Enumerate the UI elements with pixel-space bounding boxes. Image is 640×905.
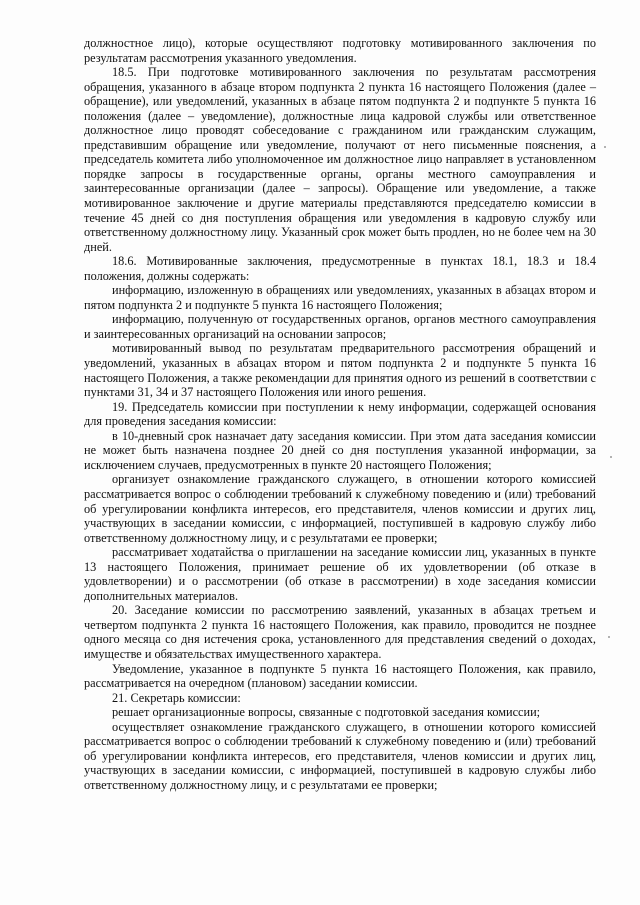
scan-speck — [608, 636, 610, 638]
paragraph-continuation: должностное лицо), которые осуществляют подготовку мотивированного заключения по результатам рассмотрения указанного уведомления. — [84, 36, 596, 65]
scan-speck — [604, 146, 606, 148]
paragraph-21-item-2: осуществляет ознакомление гражданского служащего, в отношении которого комиссией рассматривается вопрос о соблюдении требований к служебному поведению и (или) требований об урегулировании конфликта интересов, его представителя, членов комиссии и других лиц, участвующих в заседании комиссии, с информацией, поступившей в кадровую службы либо ответственному должностному лицу, и с результатами ее проверки; — [84, 719, 596, 792]
paragraph-20: 20. Заседание комиссии по рассмотрению заявлений, указанных в абзацах третьем и четвертом подпункта 2 пункта 16 настоящего Положения, как правило, проводится не позднее одного месяца со дня истечения срока, установленного для представления сведений о доходах, имуществе и обязательствах имущественного характера. — [84, 603, 596, 661]
paragraph-18-6-item-2: информацию, полученную от государственных органов, органов местного самоуправления и заинтересованных организаций на основании запросов; — [84, 312, 596, 341]
paragraph-18-6: 18.6. Мотивированные заключения, предусмотренные в пунктах 18.1, 18.3 и 18.4 положения, должны содержать: — [84, 254, 596, 283]
paragraph-20-notice: Уведомление, указанное в подпункте 5 пункта 16 настоящего Положения, как правило, рассматривается на очередном (плановом) заседании комиссии. — [84, 661, 596, 691]
paragraph-19-item-1: в 10-дневный срок назначает дату заседания комиссии. При этом дата заседания комиссии не может быть назначена позднее 20 дней со дня поступления указанной информации, за исключением случаев, предусмотренных в пункте 20 настоящего Положения; — [84, 428, 596, 472]
paragraph-21: 21. Секретарь комиссии: — [112, 690, 241, 705]
paragraph-18-6-item-1: информацию, изложенную в обращениях или уведомлениях, указанных в абзацах втором и пятом подпункта 2 и подпункте 5 пункта 16 настоящего Положения; — [84, 283, 596, 312]
scan-speck — [610, 456, 612, 458]
document-body — [84, 36, 596, 792]
paragraph-18-6-item-3: мотивированный вывод по результатам предварительного рассмотрения обращений и уведомлений, указанных в абзацах втором и пятом подпункта 2 и подпункте 5 пункта 16 настоящего Положения, а также рекомендации для принятия одного из решений в соответствии с пунктами 31, 34 и 37 настоящего Положения или иного решения. — [84, 341, 596, 400]
paragraph-19: 19. Председатель комиссии при поступлении к нему информации, содержащей основания для проведения заседания комиссии: — [84, 399, 596, 429]
paragraph-19-item-3: рассматривает ходатайства о приглашении на заседание комиссии лиц, указанных в пункте 13 настоящего Положения, принимает решение об их удовлетворении (об отказе в удовлетворении) и о рассмотрении (об отказе в рассмотрении) в ходе заседания комиссии дополнительных материалов. — [84, 545, 596, 603]
paragraph-18-5: 18.5. При подготовке мотивированного заключения по результатам рассмотрения обращения, указанного в абзаце втором подпункта 2 пункта 16 настоящего Положения (далее – обращение), или уведомлений, указанных в абзаце пятом подпункта 2 и подпункте 5 пункта 16 положения (далее – уведомление), должностные лица кадровой службы или ответственное должностное лицо проводят собеседование с гражданином или гражданским служащим, представившим обращение или уведомление, получают от него письменные пояснения, а председатель комитета либо уполномоченное им должностное лицо направляет в установленном порядке запросы в государственные органы, органы местного самоуправления и заинтересованные организации (далее – запросы). Обращение или уведомление, а также мотивированное заключение и другие материалы представляются председателю комиссии в течение 45 дней со дня поступления обращения или уведомления в кадровую службу или ответственному должностному лицу. Указанный срок может быть продлен, но не более чем на 30 дней. — [84, 65, 596, 254]
paragraph-21-item-1: решает организационные вопросы, связанные с подготовкой заседания комиссии; — [112, 705, 541, 720]
paragraph-19-item-2: организует ознакомление гражданского служащего, в отношении которого комиссией рассматривается вопрос о соблюдении требований к служебному поведению и (или) требований об урегулировании конфликта интересов, его представителя, членов комиссии и других лиц, участвующих в заседании комиссии, с информацией, поступившей в кадровую службу либо ответственному должностному лицу, и с результатами ее проверки; — [84, 472, 596, 545]
